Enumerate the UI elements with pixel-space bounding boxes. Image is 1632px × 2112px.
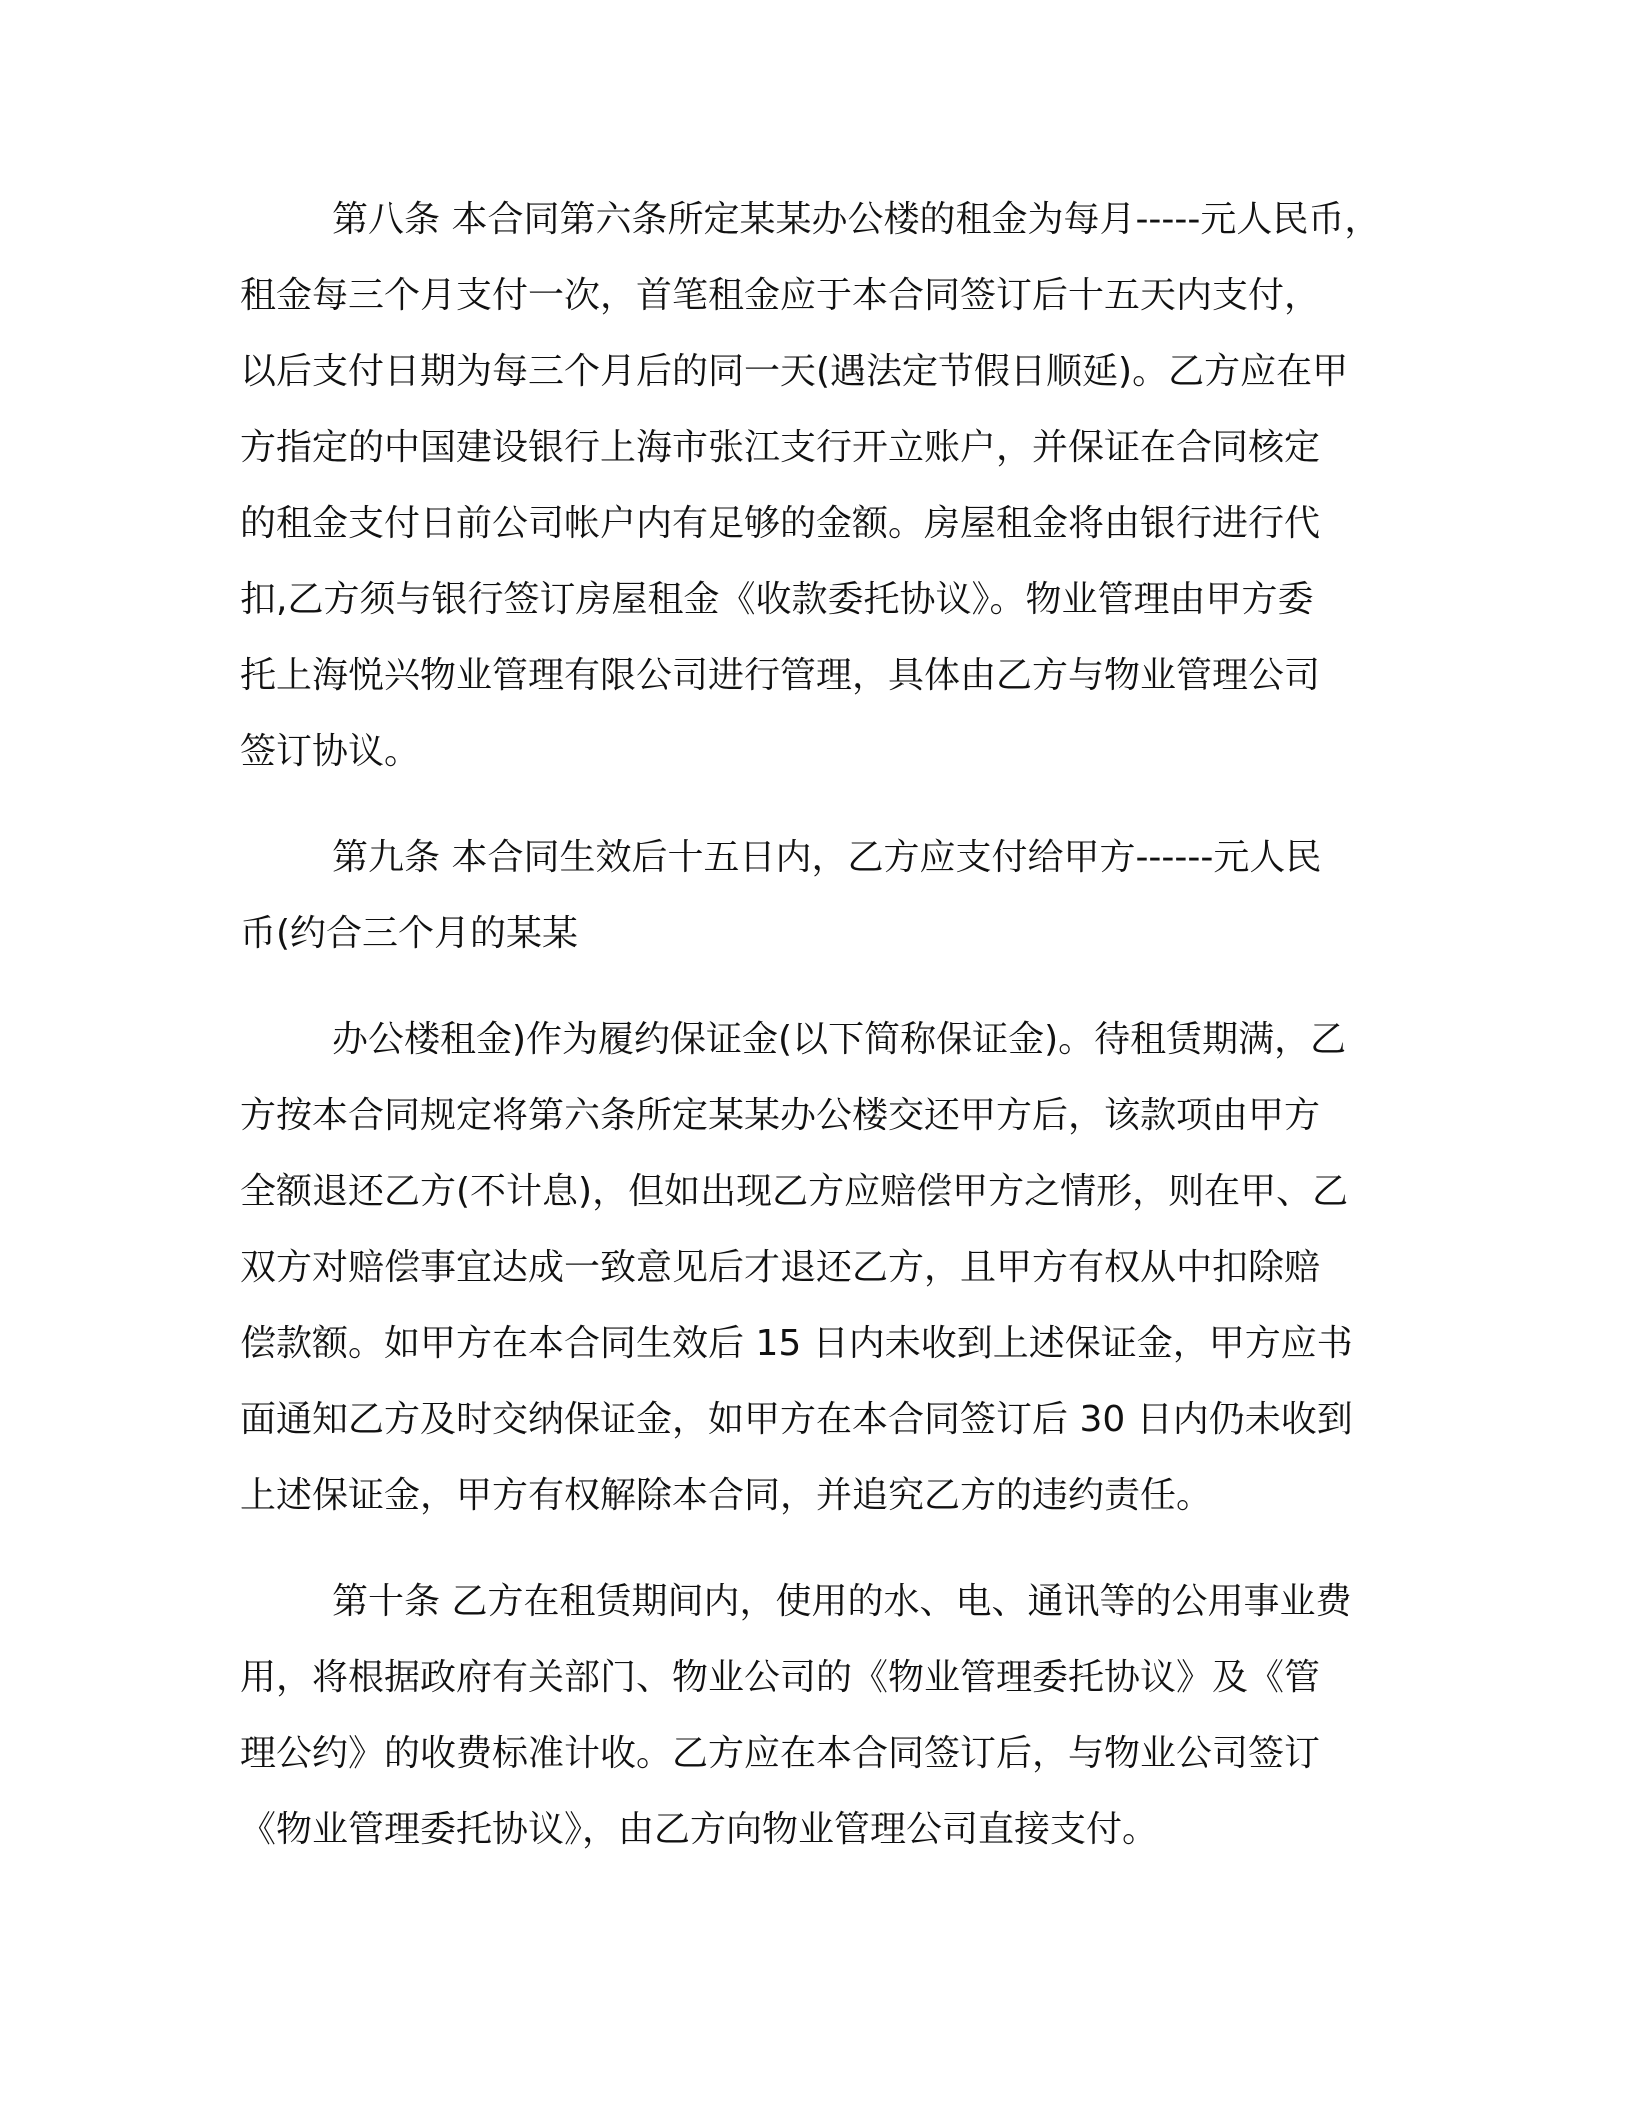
article10-line-4: 《物业管理委托协议》，由乙方向物业管理公司直接支付。 <box>240 1809 1159 1850</box>
article8-line-5: 的租金支付日前公司帐户内有足够的金额。房屋租金将由银行进行代 <box>240 503 1321 544</box>
article8-line-1: 第八条 本合同第六条所定某某办公楼的租金为每月-----元人民币， <box>332 199 1381 240</box>
article10-line-3: 理公约》的收费标准计收。乙方应在本合同签订后，与物业公司签订 <box>240 1733 1321 1774</box>
article9-line-1: 第九条 本合同生效后十五日内，乙方应支付给甲方------元人民 <box>332 837 1322 878</box>
article9-line-7: 偿款额。如甲方在本合同生效后 15 日内未收到上述保证金，甲方应书 <box>240 1323 1353 1364</box>
article10-line-1: 第十条 乙方在租赁期间内，使用的水、电、通讯等的公用事业费 <box>332 1581 1352 1622</box>
article8-line-2: 租金每三个月支付一次，首笔租金应于本合同签订后十五天内支付， <box>240 275 1321 316</box>
article8-line-4: 方指定的中国建设银行上海市张江支行开立账户，并保证在合同核定 <box>240 427 1321 468</box>
article9-line-9: 上述保证金，甲方有权解除本合同，并追究乙方的违约责任。 <box>240 1475 1213 1516</box>
article9-line-3: 办公楼租金)作为履约保证金(以下简称保证金)。待租赁期满，乙 <box>332 1019 1347 1060</box>
article8-line-3: 以后支付日期为每三个月后的同一天(遇法定节假日顺延)。乙方应在甲 <box>240 351 1349 392</box>
article9-line-8: 面通知乙方及时交纳保证金，如甲方在本合同签订后 30 日内仍未收到 <box>240 1399 1353 1440</box>
article9-line-5: 全额退还乙方(不计息)，但如出现乙方应赔偿甲方之情形，则在甲、乙 <box>240 1171 1349 1212</box>
article8-line-6: 扣,乙方须与银行签订房屋租金《收款委托协议》。物业管理由甲方委 <box>240 579 1314 620</box>
article9-line-2: 币(约合三个月的某某 <box>240 913 579 954</box>
article8-line-8: 签订协议。 <box>240 731 421 772</box>
article9-line-4: 方按本合同规定将第六条所定某某办公楼交还甲方后，该款项由甲方 <box>240 1095 1321 1136</box>
article10-line-2: 用，将根据政府有关部门、物业公司的《物业管理委托协议》及《管 <box>240 1657 1321 1698</box>
article8-line-7: 托上海悦兴物业管理有限公司进行管理，具体由乙方与物业管理公司 <box>240 655 1321 696</box>
article9-line-6: 双方对赔偿事宜达成一致意见后才退还乙方，且甲方有权从中扣除赔 <box>240 1247 1321 1288</box>
